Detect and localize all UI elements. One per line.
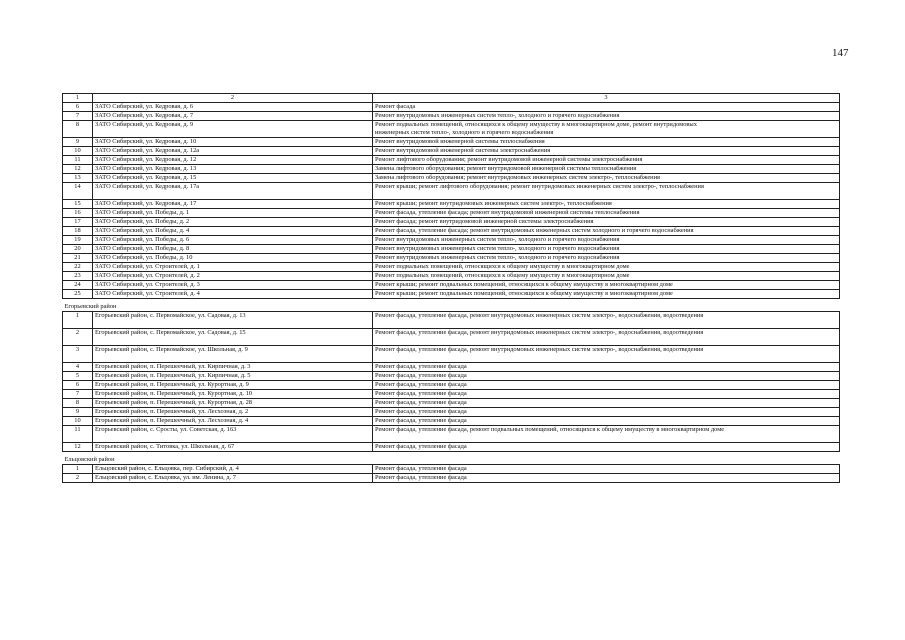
work-text: Ремонт фасада, утепление фасада, ремонт подвальных помещений, относящихся к общему имуществу в многоквартирном доме (375, 426, 725, 433)
work-cell (373, 399, 840, 408)
address-cell: ЗАТО Сибирский, ул. Победы, д. 6 (93, 236, 373, 245)
table-row (63, 236, 840, 245)
table-body (63, 94, 840, 483)
row-number: 23 (63, 272, 93, 281)
address-cell: Ельцовский район, с. Ельцовка, ул. им. Ленина, д. 7 (93, 474, 373, 483)
address-cell: ЗАТО Сибирский, ул. Строителей, д. 4 (93, 290, 373, 299)
work-text: Ремонт подвальных помещений, относящихся к общему имуществу в многоквартирном доме (375, 272, 630, 279)
table-row (63, 245, 840, 254)
work-cell (373, 103, 840, 112)
table-row (63, 165, 840, 174)
row-number: 2 (63, 474, 93, 483)
address-cell: ЗАТО Сибирский, ул. Кедровая, д. 7 (93, 112, 373, 121)
row-number: 17 (63, 218, 93, 227)
work-cell (373, 165, 840, 174)
header-col-2: 2 (93, 94, 373, 103)
table-row (63, 312, 840, 329)
work-text: Ремонт фасада, утепление фасада, ремонт внутридомовых инженерных систем электро-, водоснабжения, водоотведения (375, 329, 704, 336)
address-cell: ЗАТО Сибирский, ул. Кедровая, д. 15 (93, 174, 373, 183)
table-row (63, 346, 840, 363)
table-row (63, 363, 840, 372)
table-row (63, 272, 840, 281)
row-number: 6 (63, 381, 93, 390)
work-cell (373, 236, 840, 245)
work-text: Ремонт внутридомовых инженерных систем тепло-, холодного и горячего водоснабжения (375, 254, 620, 261)
address-cell: ЗАТО Сибирский, ул. Кедровая, д. 12 (93, 156, 373, 165)
work-text: Ремонт фасада, утепление фасада (375, 417, 467, 424)
row-number: 6 (63, 103, 93, 112)
work-cell (373, 263, 840, 272)
table-row (63, 443, 840, 452)
work-cell (373, 218, 840, 227)
work-text: Замена лифтового оборудования; ремонт внутридомовой инженерной системы теплоснабжения (375, 165, 637, 172)
work-text: Ремонт фасада, утепление фасада; ремонт внутридомовой инженерной системы теплоснабжения (375, 209, 640, 216)
row-number: 12 (63, 443, 93, 452)
work-cell (373, 381, 840, 390)
work-cell (373, 174, 840, 183)
row-number: 8 (63, 399, 93, 408)
section-title: Егорьевский район (63, 299, 840, 312)
row-number: 11 (63, 156, 93, 165)
address-cell: Егорьевский район, п. Перешеечный, ул. Лесхозная, д. 4 (93, 417, 373, 426)
work-text: Ремонт крыши; ремонт лифтового оборудования; ремонт внутридомовых инженерных систем электро-, теплоснабжения (375, 183, 704, 190)
table-row (63, 200, 840, 209)
table-row (63, 156, 840, 165)
row-number: 24 (63, 281, 93, 290)
address-cell: ЗАТО Сибирский, ул. Победы, д. 2 (93, 218, 373, 227)
work-text: Замена лифтового оборудования; ремонт внутридомовых инженерных систем электро-, теплоснабжения (375, 174, 660, 181)
row-number: 16 (63, 209, 93, 218)
address-cell: Егорьевский район, с. Титовка, ул. Школьная, д. 67 (93, 443, 373, 452)
address-cell: ЗАТО Сибирский, ул. Победы, д. 8 (93, 245, 373, 254)
row-number: 18 (63, 227, 93, 236)
row-number: 1 (63, 312, 93, 329)
work-text: Ремонт фасада; ремонт внутридомовой инженерной системы электроснабжения (375, 218, 594, 225)
table-row (63, 399, 840, 408)
section-header-row (63, 452, 840, 465)
address-cell: ЗАТО Сибирский, ул. Кедровая, д. 17а (93, 183, 373, 200)
address-cell: Егорьевский район, п. Перешеечный, ул. Курортная, д. 10 (93, 390, 373, 399)
row-number: 9 (63, 138, 93, 147)
row-number: 1 (63, 465, 93, 474)
work-cell (373, 329, 840, 346)
work-text: Ремонт фасада, утепление фасада, ремонт внутридомовых инженерных систем электро-, водоснабжения, водоотведения (375, 312, 704, 319)
work-text: Ремонт внутридомовой инженерной системы теплоснабжения (375, 138, 545, 145)
repair-works-table (62, 93, 840, 483)
table-header-row (63, 94, 840, 103)
row-number: 9 (63, 408, 93, 417)
address-cell: ЗАТО Сибирский, ул. Кедровая, д. 9 (93, 121, 373, 138)
row-number: 13 (63, 174, 93, 183)
row-number: 19 (63, 236, 93, 245)
work-text: Ремонт фасада, утепление фасада (375, 363, 467, 370)
address-cell: ЗАТО Сибирский, ул. Кедровая, д. 12а (93, 147, 373, 156)
work-cell (373, 363, 840, 372)
address-cell: Егорьевский район, с. Первомайское, ул. Садовая, д. 13 (93, 312, 373, 329)
work-text: Ремонт внутридомовых инженерных систем тепло-, холодного и горячего водоснабжения (375, 112, 620, 119)
work-cell (373, 474, 840, 483)
work-cell (373, 138, 840, 147)
address-cell: Ельцовский район, с. Ельцовка, пер. Сибирский, д. 4 (93, 465, 373, 474)
address-cell: ЗАТО Сибирский, ул. Победы, д. 1 (93, 209, 373, 218)
table-row (63, 329, 840, 346)
table-row (63, 281, 840, 290)
table-row (63, 426, 840, 443)
table-row (63, 183, 840, 200)
work-text: Ремонт крыши; ремонт внутридомовых инженерных систем электро-, теплоснабжения (375, 200, 612, 207)
address-cell: ЗАТО Сибирский, ул. Победы, д. 4 (93, 227, 373, 236)
work-cell (373, 121, 840, 138)
table-row (63, 381, 840, 390)
table-row (63, 147, 840, 156)
table-row (63, 227, 840, 236)
header-col-1: 1 (63, 94, 93, 103)
work-cell (373, 209, 840, 218)
row-number: 10 (63, 417, 93, 426)
address-cell: ЗАТО Сибирский, ул. Кедровая, д. 17 (93, 200, 373, 209)
work-cell (373, 290, 840, 299)
row-number: 3 (63, 346, 93, 363)
table-row (63, 372, 840, 381)
table-row (63, 112, 840, 121)
table-row (63, 263, 840, 272)
work-cell (373, 312, 840, 329)
work-text: Ремонт фасада (375, 103, 416, 110)
work-text: Ремонт фасада, утепление фасада (375, 443, 467, 450)
work-text: Ремонт лифтового оборудования; ремонт внутридомовой инженерной системы электроснабжения (375, 156, 643, 163)
address-cell: ЗАТО Сибирский, ул. Кедровая, д. 10 (93, 138, 373, 147)
section-header-row (63, 299, 840, 312)
work-text: Ремонт подвальных помещений, относящихся к общему имуществу в многоквартирном доме, ремонт внутридомовых (375, 121, 697, 128)
work-cell (373, 390, 840, 399)
work-cell (373, 346, 840, 363)
work-text: Ремонт фасада, утепление фасада (375, 381, 467, 388)
work-cell (373, 183, 840, 200)
table-row (63, 390, 840, 399)
table-row (63, 218, 840, 227)
work-text: Ремонт фасада, утепление фасада (375, 408, 467, 415)
work-cell (373, 112, 840, 121)
row-number: 2 (63, 329, 93, 346)
row-number: 12 (63, 165, 93, 174)
work-cell (373, 272, 840, 281)
work-cell (373, 254, 840, 263)
work-cell (373, 227, 840, 236)
address-cell: ЗАТО Сибирский, ул. Кедровая, д. 6 (93, 103, 373, 112)
work-cell (373, 443, 840, 452)
address-cell: Егорьевский район, с. Сросты, ул. Советская, д. 163 (93, 426, 373, 443)
work-cell (373, 426, 840, 443)
address-cell: ЗАТО Сибирский, ул. Строителей, д. 1 (93, 263, 373, 272)
address-cell: ЗАТО Сибирский, ул. Кедровая, д. 13 (93, 165, 373, 174)
work-text: Ремонт фасада, утепление фасада; ремонт внутридомовых инженерных систем холодного и горячего водоснабжения (375, 227, 694, 234)
work-text-continued: инженерных систем тепло-, холодного и горячего водоснабжения (375, 129, 554, 136)
table-row (63, 103, 840, 112)
page-number: 147 (832, 47, 849, 59)
section-title: Ельцовский район (63, 452, 840, 465)
address-cell: Егорьевский район, п. Перешеечный, ул. Лесхозная, д. 2 (93, 408, 373, 417)
row-number: 8 (63, 121, 93, 138)
work-text: Ремонт фасада, утепление фасада (375, 465, 467, 472)
work-cell (373, 245, 840, 254)
work-cell (373, 200, 840, 209)
table-row (63, 290, 840, 299)
row-number: 15 (63, 200, 93, 209)
work-text: Ремонт внутридомовой инженерной системы электроснабжения (375, 147, 551, 154)
table-row (63, 417, 840, 426)
table-row (63, 408, 840, 417)
table-row (63, 121, 840, 138)
address-cell: ЗАТО Сибирский, ул. Победы, д. 10 (93, 254, 373, 263)
work-text: Ремонт внутридомовых инженерных систем тепло-, холодного и горячего водоснабжения (375, 245, 620, 252)
work-text: Ремонт фасада, утепление фасада (375, 474, 467, 481)
row-number: 10 (63, 147, 93, 156)
row-number: 7 (63, 112, 93, 121)
row-number: 20 (63, 245, 93, 254)
row-number: 14 (63, 183, 93, 200)
work-text: Ремонт крыши; ремонт подвальных помещений, относящихся к общему имуществу в многоквартирном доме (375, 290, 673, 297)
work-cell (373, 465, 840, 474)
row-number: 22 (63, 263, 93, 272)
work-cell (373, 408, 840, 417)
row-number: 21 (63, 254, 93, 263)
work-cell (373, 156, 840, 165)
table-row (63, 254, 840, 263)
work-text: Ремонт фасада, утепление фасада (375, 372, 467, 379)
work-text: Ремонт фасада, утепление фасада, ремонт внутридомовых инженерных систем электро-, водоснабжения, водоотведения (375, 346, 704, 353)
row-number: 5 (63, 372, 93, 381)
work-text: Ремонт фасада, утепление фасада (375, 399, 467, 406)
work-text: Ремонт крыши; ремонт подвальных помещений, относящихся к общему имуществу в многоквартирном доме (375, 281, 673, 288)
table-row (63, 465, 840, 474)
work-text: Ремонт подвальных помещений, относящихся к общему имуществу в многоквартирном доме (375, 263, 630, 270)
row-number: 4 (63, 363, 93, 372)
work-cell (373, 372, 840, 381)
address-cell: Егорьевский район, п. Перешеечный, ул. Кирпичная, д. 5 (93, 372, 373, 381)
address-cell: Егорьевский район, п. Перешеечный, ул. Кирпичная, д. 3 (93, 363, 373, 372)
table-row (63, 138, 840, 147)
address-cell: Егорьевский район, п. Перешеечный, ул. Курортная, д. 28 (93, 399, 373, 408)
work-text: Ремонт внутридомовых инженерных систем тепло-, холодного и горячего водоснабжения (375, 236, 620, 243)
row-number: 11 (63, 426, 93, 443)
address-cell: Егорьевский район, п. Перешеечный, ул. Курортная, д. 9 (93, 381, 373, 390)
work-cell (373, 417, 840, 426)
work-cell (373, 281, 840, 290)
address-cell: Егорьевский район, с. Первомайское, ул. Школьная, д. 9 (93, 346, 373, 363)
table-row (63, 174, 840, 183)
work-cell (373, 147, 840, 156)
address-cell: Егорьевский район, с. Первомайское, ул. Садовая, д. 15 (93, 329, 373, 346)
header-col-3: 3 (373, 94, 840, 103)
table-row (63, 209, 840, 218)
table-row (63, 474, 840, 483)
work-text: Ремонт фасада, утепление фасада (375, 390, 467, 397)
address-cell: ЗАТО Сибирский, ул. Строителей, д. 2 (93, 272, 373, 281)
address-cell: ЗАТО Сибирский, ул. Строителей, д. 3 (93, 281, 373, 290)
row-number: 7 (63, 390, 93, 399)
row-number: 25 (63, 290, 93, 299)
